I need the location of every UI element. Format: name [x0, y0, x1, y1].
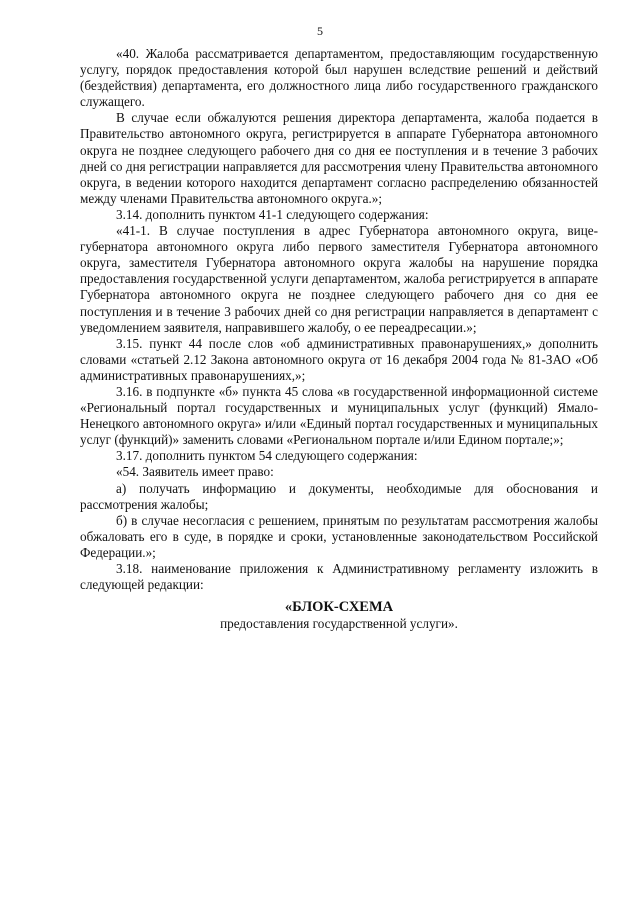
paragraph-3-15: 3.15. пункт 44 после слов «об административных правонарушениях,» дополнить словами «статьей 2.12 Закона автономного округа от 16 декабря 2004 года № 81-ЗАО «Об административных правонарушениях,»; — [80, 335, 598, 383]
paragraph-41-1: «41-1. В случае поступления в адрес Губернатора автономного округа, вице-губернатора автономного округа либо первого заместителя Губернатора автономного округа, заместителя Губернатора автономного округа жалобы на нарушение порядка предоставления государственной услуги департаментом, жалоба регистрируется в аппарате Губернатора автономного округа не позднее следующего рабочего дня со дня ее поступления и в течение 3 рабочих дней со дня регистрации направляется в департамент с уведомлением заявителя, направившего жалобу, о ее переадресации.»; — [80, 223, 598, 335]
paragraph-complaint-director: В случае если обжалуются решения директора департамента, жалоба подается в Правительство автономного округа, регистрируется в аппарате Губернатора автономного округа не позднее следующего рабочего дня со дня ее поступления и в течение 3 рабочих дней со дня регистрации направляется для рассмотрения члену Правительства автономного округа, в ведении которого находится департамент согласно распределению обязанностей между членами Правительства автономного округа.»; — [80, 110, 598, 206]
paragraph-3-18: 3.18. наименование приложения к Административному регламенту изложить в следующей редакции: — [80, 561, 598, 593]
paragraph-54-b: б) в случае несогласия с решением, принятым по результатам рассмотрения жалобы обжаловать его в суде, в порядке и сроки, установленные законодательством Российской Федерации.»; — [80, 512, 598, 560]
block-scheme-title: «БЛОК-СХЕМА — [284, 599, 394, 616]
paragraph-3-16: 3.16. в подпункте «б» пункта 45 слова «в государственной информационной системе «Региональный портал государственных и муниципальных услуг (функций) Ямало-Ненецкого автономного округа» и/или «Единый портал государственных и муниципальных услуг (функций)» заменить словами «Региональном портале и/или Едином портале;»; — [80, 383, 598, 448]
block-scheme-subtitle: предоставления государственной услуги». — [220, 616, 458, 632]
paragraph-3-14: 3.14. дополнить пунктом 41-1 следующего содержания: — [116, 206, 429, 222]
paragraph-40: «40. Жалоба рассматривается департаментом, предоставляющим государственную услугу, порядок предоставления которой был нарушен вследствие решений и действий (бездействия) департамента, его должностного лица либо государственного гражданского служащего. — [80, 46, 598, 110]
paragraph-3-17: 3.17. дополнить пунктом 54 следующего содержания: — [116, 448, 418, 464]
paragraph-54: «54. Заявитель имеет право: — [116, 464, 274, 480]
page-number: 5 — [317, 24, 323, 38]
paragraph-54-a: а) получать информацию и документы, необходимые для обоснования и рассмотрения жалобы; — [80, 480, 598, 512]
document-body — [80, 46, 598, 632]
